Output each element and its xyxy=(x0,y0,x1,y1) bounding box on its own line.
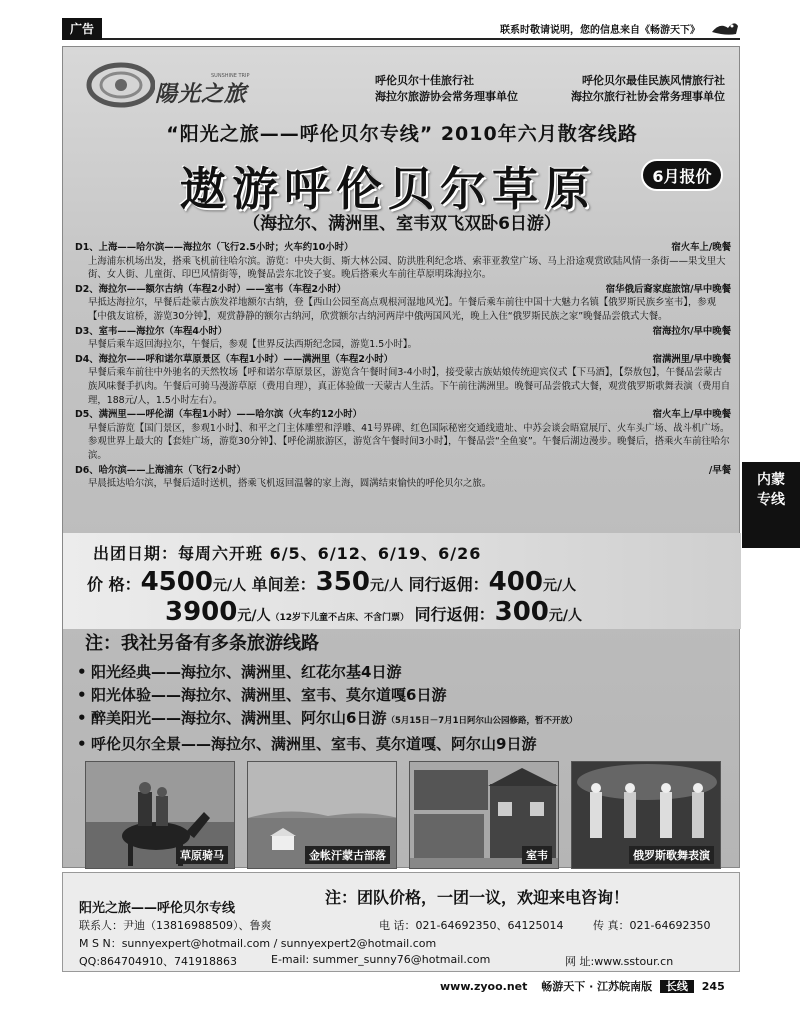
unit-label: 元/人 xyxy=(369,578,404,594)
section-tag: 长线 xyxy=(660,980,694,993)
price-label: 价 格： xyxy=(87,575,141,594)
route-text: 阳光经典——海拉尔、满洲里、红花尔基4日游 xyxy=(91,663,402,681)
day-stay: /早餐 xyxy=(708,464,731,476)
photo-caption: 金帐汗蒙古部落 xyxy=(305,846,390,864)
itinerary xyxy=(75,241,731,492)
footer-magazine: 畅游天下 · 江苏皖南版 xyxy=(541,980,653,993)
bullet-icon: • xyxy=(77,709,87,727)
subtitle: （海拉尔、满洲里、室韦双飞双卧6日游） xyxy=(243,214,561,234)
day-stay: 宿海拉尔/早中晚餐 xyxy=(652,325,731,337)
advert-panel xyxy=(62,46,740,868)
contact-email[interactable]: E-mail: summer_sunny76@hotmail.com xyxy=(271,953,491,966)
day-heading: D4、海拉尔——呼和诺尔草原景区（车程1小时）——满洲里（车程2小时） xyxy=(75,353,393,365)
list-item xyxy=(77,661,737,684)
day-heading: D1、上海——哈尔滨——海拉尔（飞行2.5小时；火车约10小时） xyxy=(75,242,354,253)
departure-dates: 出团日期：每周六开班 6/5、6/12、6/19、6/26 xyxy=(93,544,482,563)
russian-dance-photo xyxy=(571,761,721,869)
list-item xyxy=(77,707,737,733)
agency-right-role: 海拉尔旅行社协会常务理事单位 xyxy=(571,90,725,103)
page-number: 245 xyxy=(701,980,725,993)
adult-rebate: 400 xyxy=(488,567,543,597)
day-stay: 宿火车上/晚餐 xyxy=(671,242,731,253)
child-note: （12岁下儿童不占床、不含门票） xyxy=(270,613,410,623)
route-text: 阳光体验——海拉尔、满洲里、室韦、莫尔道嘎6日游 xyxy=(91,686,447,704)
contact-people-row xyxy=(79,917,711,933)
headline: “阳光之旅——呼伦贝尔专线” 2010年六月散客线路 xyxy=(166,123,638,145)
agency-right-name: 呼伦贝尔最佳民族风情旅行社 xyxy=(582,74,725,87)
bullet-icon: • xyxy=(77,663,87,681)
day-description: 早晨抵达哈尔滨，早餐后适时送机，搭乘飞机返回温馨的家上海，圆满结束愉快的呼伦贝尔之旅。 xyxy=(88,478,492,490)
day-description: 早餐后游览【国门景区，参观1小时】、和平之门主体雕塑和浮雕、41号界碑、红色国际秘密交通线遗址、中苏会谈会晤窟展厅、火车头广场、战斗机广场。参观世界上最大的【套娃广场，游览30分钟】、【呼伦湖旅游区，游览含午餐时间3小时】，午餐品尝“全鱼宴”。午餐后湖边漫步。晚餐后，搭乘火车前往哈尔滨。 xyxy=(88,422,730,461)
contact-qq: QQ:864704910、741918863 xyxy=(79,955,237,968)
logo-subtext: SUNSHINE TRIP xyxy=(211,73,250,79)
sun-swirl-icon xyxy=(85,59,155,111)
single-label: 单间差： xyxy=(251,575,316,594)
adult-price-line xyxy=(87,567,576,597)
route-text: 呼伦贝尔全景——海拉尔、满洲里、室韦、莫尔道嘎、阿尔山9日游 xyxy=(91,735,537,753)
contact-website[interactable]: 网 址:www.sstour.cn xyxy=(565,955,674,968)
route-note: （5月15日－7月1日阿尔山公园修路，暂不开放） xyxy=(386,716,578,726)
adult-price: 4500 xyxy=(140,567,213,597)
list-item xyxy=(77,684,737,707)
day-heading: D2、海拉尔——额尔古纳（车程2小时）——室韦（车程2小时） xyxy=(75,283,347,295)
itinerary-day xyxy=(75,464,731,491)
shiwei-village-photo xyxy=(409,761,559,869)
route-list xyxy=(77,661,737,756)
photo-caption: 草原骑马 xyxy=(176,846,228,864)
photo-caption: 室韦 xyxy=(522,846,552,864)
unit-label: 元/人 xyxy=(212,578,247,594)
contact-fax: 传 真：021-64692350 xyxy=(593,919,711,932)
bullet-icon: • xyxy=(77,735,87,753)
brand-logo xyxy=(85,59,265,111)
price-badge: 6月报价 xyxy=(641,159,723,191)
day-stay: 宿火车上/早中晚餐 xyxy=(652,409,731,421)
horse-riding-photo xyxy=(85,761,235,869)
footer-site[interactable]: www.zyoo.net xyxy=(440,980,528,993)
rebate-label: 同行返佣： xyxy=(408,575,489,594)
contact-people: 联系人：尹迪（13816988509）、鲁爽 xyxy=(79,919,272,932)
unit-label: 元/人 xyxy=(237,608,271,624)
bullet-icon: • xyxy=(77,686,87,704)
contact-footer xyxy=(62,872,740,972)
ad-tag: 广告 xyxy=(62,18,102,40)
photo-caption: 俄罗斯歌舞表演 xyxy=(629,846,714,864)
section-side-tab xyxy=(742,462,800,548)
itinerary-day xyxy=(75,353,731,407)
top-strip xyxy=(62,18,740,40)
price-section xyxy=(63,533,741,629)
day-heading: D5、满洲里——呼伦湖（车程1小时）——哈尔滨（火车约12小时） xyxy=(75,409,363,421)
day-stay: 宿华俄后裔家庭旅馆/早中晚餐 xyxy=(605,283,731,295)
list-item xyxy=(77,733,737,756)
day-description: 上海浦东机场出发，搭乘飞机前往哈尔滨。游览：中央大街、斯大林公园、防洪胜利纪念塔、索菲亚教堂广场、马上沿途观赏欧陆风情一条街——果戈里大街、女人街、儿童街、印巴风情街等，晚餐品尝东北饺子宴。晚后搭乘火车前往草原明珠海拉尔。 xyxy=(88,255,726,281)
rebate-label: 同行返佣： xyxy=(414,605,495,624)
route-text: 醉美阳光——海拉尔、满洲里、阿尔山6日游 xyxy=(91,709,387,727)
photo-strip xyxy=(85,761,721,871)
agency-left-role: 海拉尔旅游协会常务理事单位 xyxy=(375,90,518,103)
unit-label: 元/人 xyxy=(542,578,577,594)
unit-label: 元/人 xyxy=(548,608,583,624)
day-description: 早抵达海拉尔，早餐后赴蒙古族发祥地额尔古纳，登【西山公园至高点观根河湿地风光】。午餐后乘车前往中国十大魅力名镇【俄罗斯民族乡室韦】，参观【中俄友谊桥，游览30分钟】，观赏静静的额尔古纳河，欣赏额尔古纳河两岸中俄两国风光，晚上入住“俄罗斯民族之家”晚餐品尝俄式大餐。 xyxy=(88,297,717,322)
page-title: 遨游呼伦贝尔草原 xyxy=(180,162,596,216)
reader-note: 联系时敬请说明，您的信息来自《畅游天下》 xyxy=(500,25,700,36)
magazine-mascot-icon xyxy=(710,18,740,38)
itinerary-day xyxy=(75,241,731,282)
day-heading: D6、哈尔滨——上海浦东（飞行2小时） xyxy=(75,464,246,476)
logo-text: 陽光之旅 xyxy=(155,81,248,107)
child-rebate: 300 xyxy=(494,597,549,627)
day-stay: 宿满洲里/早中晚餐 xyxy=(652,353,731,365)
agency-credentials xyxy=(375,73,725,105)
child-price-line xyxy=(165,597,582,627)
single-supplement: 350 xyxy=(315,567,370,597)
itinerary-day xyxy=(75,283,731,324)
contact-phone: 电 话：021-64692350、64125014 xyxy=(379,919,564,932)
group-pricing-note: 注：团队价格，一团一议，欢迎来电咨询！ xyxy=(325,888,630,907)
agency-left-name: 呼伦贝尔十佳旅行社 xyxy=(375,74,474,87)
contact-msn[interactable]: M S N：sunnyexpert@hotmail.com / sunnyexpert2@hotmail.com xyxy=(79,937,437,950)
routes-heading: 注：我社另备有多条旅游线路 xyxy=(85,633,319,654)
side-tab-label: 内蒙专线 xyxy=(757,472,785,508)
mongolian-yurt-photo xyxy=(247,761,397,869)
itinerary-day xyxy=(75,325,731,352)
contact-title: 阳光之旅——呼伦贝尔专线 xyxy=(79,901,236,916)
day-description: 早餐后乘车返回海拉尔，午餐后，参观【世界反法西斯纪念园，游览1.5小时】。 xyxy=(88,339,417,351)
day-heading: D3、室韦——海拉尔（车程4小时） xyxy=(75,325,228,337)
itinerary-day xyxy=(75,408,731,462)
contact-qq-row xyxy=(79,953,674,969)
day-description: 早餐后乘车前往中外驰名的天然牧场【呼和诺尔草原景区，游览含午餐时间3-4小时】，接受蒙古族姑娘传统迎宾仪式【下马酒】，【祭敖包】，午餐品尝蒙古族风味餐手扒肉。午餐后可骑马漫游草原（费用自理），真正体验做一天蒙古人生活。下午前往满洲里。晚餐可品尝俄式大餐，观赏俄罗斯歌舞表演（费用自理，188元/人，1.5小时左右）。 xyxy=(88,367,731,406)
child-price: 3900 xyxy=(165,597,238,627)
page-footer xyxy=(440,978,725,994)
